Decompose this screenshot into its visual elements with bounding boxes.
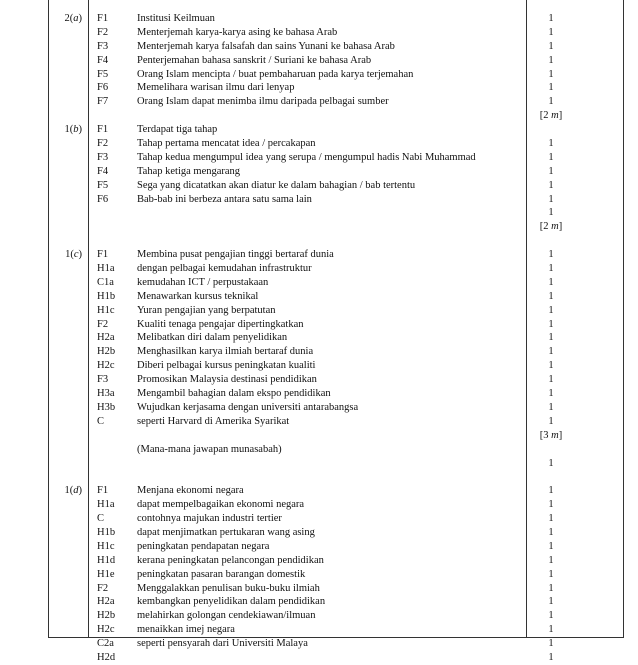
- answer-row: [48, 276, 624, 290]
- point-code: H2a: [97, 596, 115, 608]
- point-text: kemudahan ICT / perpustakaan: [137, 276, 269, 288]
- point-text: Menggalakkan penulisan buku-buku ilmiah: [137, 582, 320, 594]
- point-code: F5: [97, 68, 109, 80]
- answer-row: [48, 512, 624, 526]
- point-text: Orang Islam dapat menimba ilmu daripada pelbagai sumber: [137, 96, 389, 108]
- point-code: H2a: [97, 332, 115, 344]
- answer-row: [48, 651, 624, 665]
- answer-row: [48, 137, 624, 151]
- point-mark: 1: [548, 457, 554, 469]
- point-mark: 1: [548, 346, 554, 358]
- question-number: 1(c): [65, 249, 82, 261]
- answer-row: [48, 179, 624, 193]
- answer-row: [48, 415, 624, 429]
- point-mark: 1: [548, 193, 554, 205]
- spacer-row: [48, 234, 624, 248]
- answer-row: [48, 151, 624, 165]
- point-mark: 1: [548, 374, 554, 386]
- point-text: Menterjemah karya-karya asing ke bahasa Arab: [137, 26, 338, 38]
- point-mark: 1: [548, 179, 554, 191]
- point-mark: 1: [548, 332, 554, 344]
- point-text: dapat menjimatkan pertukaran wang asing: [137, 526, 315, 538]
- point-mark: 1: [548, 96, 554, 108]
- answer-row: [48, 554, 624, 568]
- point-text: (Mana-mana jawapan munasabah): [137, 443, 282, 455]
- point-code: F2: [97, 26, 109, 38]
- answer-row: [48, 304, 624, 318]
- answer-row: [48, 248, 624, 262]
- answer-row: [48, 109, 624, 123]
- point-text: seperti pensyarah dari Universiti Malaya: [137, 638, 308, 650]
- point-text: Melibatkan diri dalam penyelidikan: [137, 332, 288, 344]
- point-mark: 1: [548, 263, 554, 275]
- point-text: Tahap kedua mengumpul idea yang serupa / mengumpul hadis Nabi Muhammad: [137, 151, 476, 163]
- point-text: Menawarkan kursus teknikal: [137, 290, 259, 302]
- point-mark: 1: [548, 651, 554, 663]
- point-mark: 1: [548, 485, 554, 497]
- point-code: F1: [97, 485, 109, 497]
- point-mark: 1: [548, 513, 554, 525]
- question-number: 1(d): [64, 485, 82, 497]
- answer-row: [48, 609, 624, 623]
- point-code: F1: [97, 249, 109, 261]
- answer-row: [48, 81, 624, 95]
- answer-row: [48, 457, 624, 471]
- point-text: seperti Harvard di Amerika Syarikat: [137, 415, 290, 427]
- point-mark: 1: [548, 207, 554, 219]
- point-code: H2d: [97, 651, 116, 663]
- point-code: H1b: [97, 290, 116, 302]
- point-code: F3: [97, 40, 109, 52]
- point-code: H1e: [97, 568, 115, 580]
- answer-row: [48, 359, 624, 373]
- point-mark: 1: [548, 13, 554, 24]
- point-mark: 1: [548, 26, 554, 38]
- point-text: Penterjemahan bahasa sanskrit / Suriani ke bahasa Arab: [137, 54, 372, 66]
- point-mark: 1: [548, 568, 554, 580]
- point-text: menaikkan imej negara: [137, 624, 235, 636]
- point-text: Yuran pengajian yang berpatutan: [137, 304, 276, 316]
- point-code: F3: [97, 151, 109, 163]
- point-code: H2b: [97, 610, 116, 622]
- point-text: Tahap ketiga mengarang: [137, 165, 241, 177]
- answer-row: [48, 54, 624, 68]
- point-text: peningkatan pasaran barangan domestik: [137, 568, 306, 580]
- point-code: C1a: [97, 276, 114, 288]
- point-code: F2: [97, 138, 109, 150]
- point-code: F4: [97, 165, 109, 177]
- point-mark: 1: [548, 624, 554, 636]
- point-code: C2a: [97, 638, 114, 650]
- point-mark: 1: [548, 290, 554, 302]
- point-mark: 1: [548, 526, 554, 538]
- point-mark: 1: [548, 40, 554, 52]
- point-mark: 1: [548, 401, 554, 413]
- point-code: H2c: [97, 360, 115, 372]
- answer-row: [48, 387, 624, 401]
- answer-row: [48, 484, 624, 498]
- point-mark: [2 m]: [539, 221, 563, 233]
- answer-row: [48, 526, 624, 540]
- point-text: Sega yang dicatatkan akan diatur ke dalam bahagian / bab tertentu: [137, 179, 416, 191]
- point-code: H2c: [97, 624, 115, 636]
- point-code: F1: [97, 124, 109, 136]
- answer-row: [48, 429, 624, 443]
- answer-row: [48, 443, 624, 457]
- point-text: contohnya majukan industri tertier: [137, 513, 282, 525]
- point-text: Terdapat tiga tahap: [137, 124, 218, 136]
- point-code: C: [97, 513, 105, 525]
- point-mark: [2 m]: [539, 110, 563, 122]
- point-text: Bab-bab ini berbeza antara satu sama lain: [137, 193, 312, 205]
- point-mark: 1: [548, 360, 554, 372]
- answer-row: [48, 220, 624, 234]
- answer-row: [48, 373, 624, 387]
- point-code: F5: [97, 179, 109, 191]
- answer-row: [48, 595, 624, 609]
- point-text: Institusi Keilmuan: [137, 13, 215, 24]
- point-mark: 1: [548, 165, 554, 177]
- point-code: H1a: [97, 499, 115, 511]
- answer-row: [48, 331, 624, 345]
- point-code: H1d: [97, 554, 116, 566]
- answer-row: [48, 95, 624, 109]
- point-mark: 1: [548, 276, 554, 288]
- answer-rows: [48, 12, 624, 665]
- point-code: F4: [97, 54, 109, 66]
- answer-row: [48, 26, 624, 40]
- point-text: melahirkan golongan cendekiawan/ilmuan: [137, 610, 316, 622]
- point-text: Orang Islam mencipta / buat pembaharuan pada karya terjemahan: [137, 68, 414, 80]
- point-text: kerana peningkatan pelancongan pendidikan: [137, 554, 324, 566]
- point-text: Promosikan Malaysia destinasi pendidikan: [137, 374, 317, 386]
- point-mark: 1: [548, 68, 554, 80]
- answer-row: [48, 123, 624, 137]
- point-mark: 1: [548, 151, 554, 163]
- point-mark: 1: [548, 138, 554, 150]
- answer-row: [48, 68, 624, 82]
- point-mark: 1: [548, 499, 554, 511]
- answer-row: [48, 262, 624, 276]
- point-text: Memelihara warisan ilmu dari lenyap: [137, 82, 295, 94]
- point-text: Wujudkan kerjasama dengan universiti antarabangsa: [137, 401, 359, 413]
- answer-row: [48, 206, 624, 220]
- point-text: dengan pelbagai kemudahan infrastruktur: [137, 263, 312, 275]
- point-mark: 1: [548, 540, 554, 552]
- point-code: H1a: [97, 263, 115, 275]
- spacer-row: [48, 470, 624, 484]
- point-text: Diberi pelbagai kursus peningkatan kualiti: [137, 360, 316, 372]
- point-mark: 1: [548, 304, 554, 316]
- point-mark: [3 m]: [539, 429, 563, 441]
- point-text: Mengambil bahagian dalam ekspo pendidikan: [137, 388, 331, 400]
- answer-row: [48, 290, 624, 304]
- point-code: H1b: [97, 526, 116, 538]
- point-text: Menterjemah karya falsafah dan sains Yunani ke bahasa Arab: [137, 40, 395, 52]
- point-text: Menjana ekonomi negara: [137, 485, 244, 497]
- point-mark: 1: [548, 596, 554, 608]
- point-text: peningkatan pendapatan negara: [137, 540, 270, 552]
- point-text: Membina pusat pengajian tinggi bertaraf dunia: [137, 249, 334, 261]
- point-code: F6: [97, 193, 109, 205]
- point-code: H2b: [97, 346, 116, 358]
- answer-row: [48, 623, 624, 637]
- point-code: F6: [97, 82, 109, 94]
- point-text: Tahap pertama mencatat idea / percakapan: [137, 138, 316, 150]
- point-text: Menghasilkan karya ilmiah bertaraf dunia: [137, 346, 314, 358]
- point-code: H3b: [97, 401, 116, 413]
- point-code: H1c: [97, 540, 115, 552]
- point-code: H1c: [97, 304, 115, 316]
- answer-row: [48, 40, 624, 54]
- answer-row: [48, 193, 624, 207]
- point-code: H3a: [97, 388, 115, 400]
- point-mark: 1: [548, 388, 554, 400]
- answer-row: [48, 12, 624, 26]
- point-mark: 1: [548, 554, 554, 566]
- point-code: F7: [97, 96, 109, 108]
- point-text: Kualiti tenaga pengajar dipertingkatkan: [137, 318, 304, 330]
- point-code: F1: [97, 13, 109, 24]
- point-code: F3: [97, 374, 109, 386]
- point-mark: 1: [548, 82, 554, 94]
- point-mark: 1: [548, 415, 554, 427]
- point-mark: 1: [548, 582, 554, 594]
- point-code: F2: [97, 582, 109, 594]
- point-mark: 1: [548, 318, 554, 330]
- point-text: kembangkan penyelidikan dalam pendidikan: [137, 596, 326, 608]
- answer-row: [48, 568, 624, 582]
- point-mark: 1: [548, 610, 554, 622]
- point-code: F2: [97, 318, 109, 330]
- point-code: C: [97, 415, 105, 427]
- answer-row: [48, 540, 624, 554]
- point-mark: 1: [548, 54, 554, 66]
- answer-row: [48, 637, 624, 651]
- point-text: dapat mempelbagaikan ekonomi negara: [137, 499, 305, 511]
- answer-row: [48, 582, 624, 596]
- answer-row: [48, 498, 624, 512]
- point-mark: 1: [548, 638, 554, 650]
- answer-row: [48, 165, 624, 179]
- answer-row: [48, 318, 624, 332]
- answer-row: [48, 401, 624, 415]
- question-number: 1(b): [64, 124, 82, 136]
- question-number: 2(a): [64, 13, 82, 24]
- point-mark: 1: [548, 249, 554, 261]
- answer-row: [48, 345, 624, 359]
